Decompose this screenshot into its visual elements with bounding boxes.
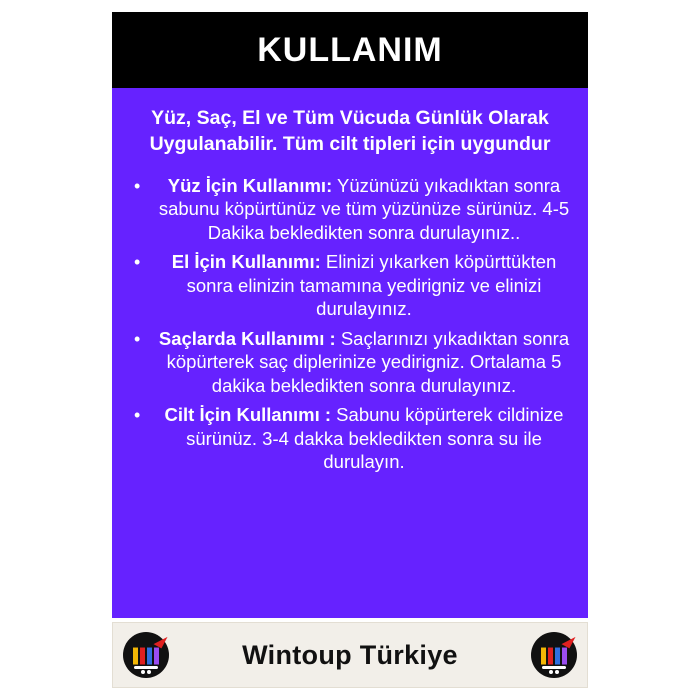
list-item-text: Saçlarınızı yıkadıktan sonra köpürterek saç diplerinize yedirigniz. Ortalama 5 dakika bekledikten sonra durulayınız. (166, 327, 570, 396)
list-item-label: El İçin Kullanımı: (171, 251, 321, 273)
list-item-text: Sabunu köpürterek cildinize sürünüz. 3-4 dakka bekledikten sonra su ile durulayın. (186, 404, 564, 473)
list-item (128, 174, 570, 244)
bullet-icon: • (134, 405, 141, 426)
logo-cart-base (134, 666, 158, 669)
logo-cart-wheel-right (147, 670, 151, 674)
page-title: KULLANIM (257, 31, 443, 69)
list-item-text: Yüzünüzü yıkadıktan sonra sabunu köpürtünüz ve tüm yüzünüze sürünüz. 4-5 Dakika bekledikten sonra durulayınız.. (158, 174, 570, 243)
logo-cart-wheel-left (549, 670, 553, 674)
logo-arrow-icon (561, 633, 575, 649)
bullet-icon: • (134, 328, 141, 349)
brand-footer (112, 622, 588, 688)
wintoup-logo-icon (113, 623, 179, 687)
logo-cart-wheel-left (141, 670, 145, 674)
logo-stripes (541, 648, 567, 665)
logo-stripes (133, 648, 159, 665)
list-item (128, 403, 570, 473)
usage-card (112, 12, 588, 618)
logo-arrow-icon (153, 633, 167, 649)
list-item (128, 327, 570, 397)
wintoup-logo-icon (521, 623, 587, 687)
bullet-icon: • (134, 175, 141, 196)
logo-circle (123, 632, 169, 678)
logo-circle (531, 632, 577, 678)
usage-instructions-list (112, 164, 588, 474)
brand-name: Wintoup Türkiye (242, 639, 458, 670)
list-item-label: Yüz İçin Kullanımı: (167, 174, 333, 196)
usage-card-header (112, 12, 588, 88)
logo-cart-base (542, 666, 566, 669)
list-item-text: Elinizi yıkarken köpürttükten sonra elinizin tamamına yedirigniz ve elinizi durulayınız. (186, 251, 557, 320)
usage-subtitle: Yüz, Saç, El ve Tüm Vücuda Günlük Olarak Uygulanabilir. Tüm cilt tipleri için uygundur (149, 107, 551, 155)
bullet-icon: • (134, 252, 141, 273)
list-item-label: Cilt İçin Kullanımı : (164, 404, 332, 426)
logo-cart-wheel-right (555, 670, 559, 674)
list-item-label: Saçlarda Kullanımı : (158, 327, 336, 349)
list-item (128, 250, 570, 320)
